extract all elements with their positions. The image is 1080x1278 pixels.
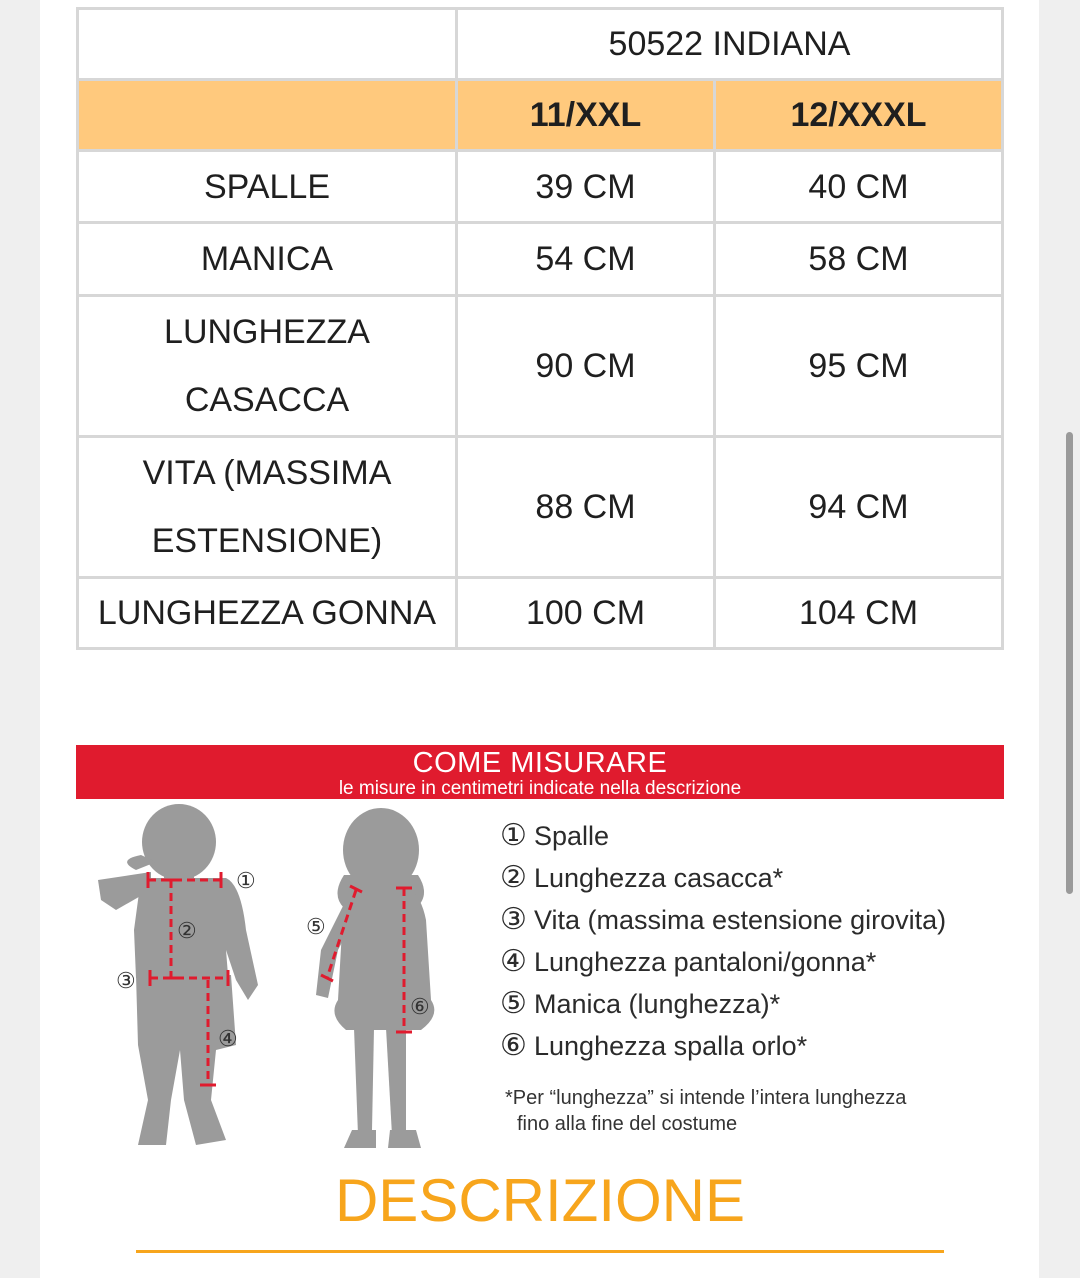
- product-name: 50522 INDIANA: [458, 7, 1004, 81]
- measurement-figures-illustration: [76, 800, 476, 1160]
- table-product-row: [76, 7, 1004, 81]
- measurement-value: 58 CM: [716, 224, 1004, 297]
- table-blank-cell: [76, 81, 458, 152]
- row-label: LUNGHEZZA CASACCA: [76, 297, 458, 438]
- girl-figure: [316, 808, 434, 1148]
- table-row: [76, 579, 1004, 650]
- legend-item: ④ Lunghezza pantaloni/gonna*: [500, 945, 877, 978]
- table-row: [76, 438, 1004, 579]
- legend-item: ③ Vita (massima estensione girovita): [500, 903, 947, 936]
- legend-item: ① Spalle: [500, 819, 610, 852]
- figure-label-1: ①: [236, 868, 256, 893]
- length-footnote: *Per “lunghezza” si intende l’intera lunghezza fino alla fine del costume: [505, 1087, 907, 1135]
- measurement-value: 88 CM: [458, 438, 716, 579]
- description-heading: DESCRIZIONE: [334, 1167, 746, 1234]
- row-label: SPALLE: [76, 152, 458, 224]
- row-label: LUNGHEZZA GONNA: [76, 579, 458, 650]
- table-row: [76, 224, 1004, 297]
- legend-item: ⑤ Manica (lunghezza)*: [500, 987, 781, 1020]
- figure-label-2: ②: [177, 918, 197, 943]
- measurement-value: 95 CM: [716, 297, 1004, 438]
- legend-item: ② Lunghezza casacca*: [500, 861, 784, 894]
- scrollbar[interactable]: [1066, 432, 1073, 894]
- size-table: [76, 7, 1004, 650]
- measurement-value: 104 CM: [716, 579, 1004, 650]
- how-to-measure-banner: [76, 745, 1004, 799]
- row-label: MANICA: [76, 224, 458, 297]
- measurement-value: 40 CM: [716, 152, 1004, 224]
- table-size-header-row: [76, 81, 1004, 152]
- figure-label-6: ⑥: [410, 994, 430, 1019]
- row-label: VITA (MASSIMA ESTENSIONE): [76, 438, 458, 579]
- size-label: 12/XXXL: [716, 81, 1004, 152]
- figure-label-4: ④: [218, 1026, 238, 1051]
- how-to-measure-subtitle: le misure in centimetri indicate nella descrizione: [338, 778, 742, 799]
- table-row: [76, 152, 1004, 224]
- legend-item: ⑥ Lunghezza spalla orlo*: [500, 1029, 808, 1062]
- description-divider: [136, 1250, 944, 1253]
- figure-label-5: ⑤: [306, 914, 326, 939]
- measurement-value: 39 CM: [458, 152, 716, 224]
- measurement-value: 54 CM: [458, 224, 716, 297]
- table-blank-cell: [76, 7, 458, 81]
- size-label: 11/XXL: [458, 81, 716, 152]
- figure-label-3: ③: [116, 968, 136, 993]
- measurement-value: 100 CM: [458, 579, 716, 650]
- table-row: [76, 297, 1004, 438]
- measurement-value: 90 CM: [458, 297, 716, 438]
- measurement-value: 94 CM: [716, 438, 1004, 579]
- how-to-measure-title: COME MISURARE: [412, 747, 668, 779]
- measurement-legend: [500, 815, 1010, 1067]
